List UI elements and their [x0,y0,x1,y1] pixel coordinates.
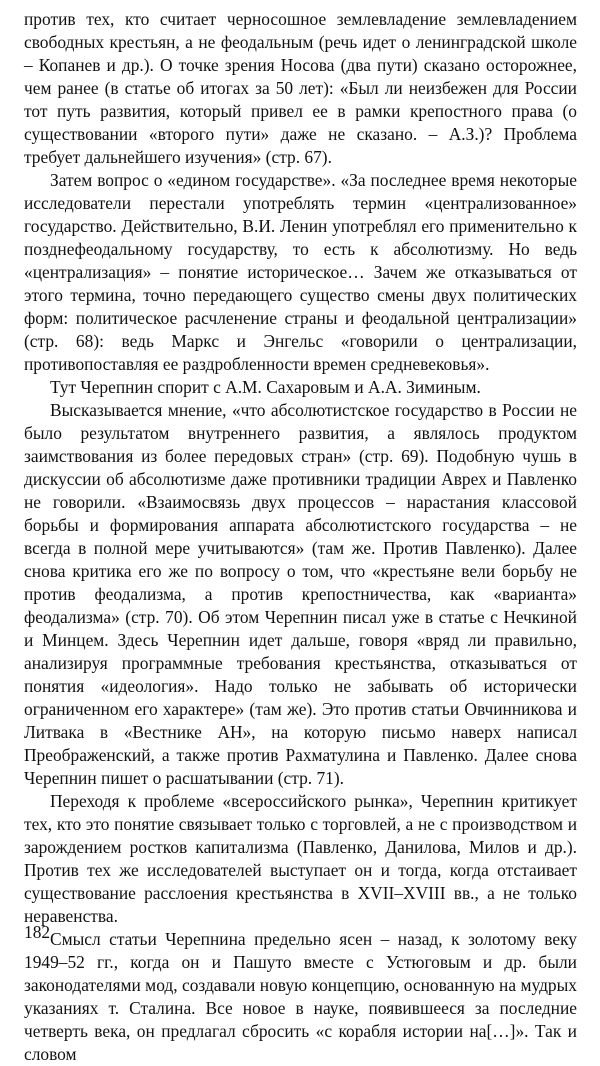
paragraph-3: Тут Черепнин спорит с А.М. Сахаровым и А.А. Зиминым. [50,377,481,397]
page-text [24,8,577,1066]
paragraph-5: Переходя к проблеме «всероссийского рынка», Черепнин критикует тех, кто это понятие связывает только с торговлей, а не с производством и зарождением ростков капитализма (Павленко, Данилова, Милов и др.). Против тех же исследователей выступает он и тогда, когда отстаивает существование расслоения крестьянства в XVII–XVIII вв., а не только неравенства. [24,791,577,926]
paragraph-2: Затем вопрос о «едином государстве». «За последнее время некоторые исследователи перестали употреблять термин «централизованное» государство. Действительно, В.И. Ленин употреблял его применительно к позднефеодальному государству, то есть к абсолютизму. Но ведь «централизация» – понятие историческое… Зачем же отказываться от этого термина, точно передающего существо смены двух политических форм: политическое расчленение страны и феодальной централизации» (стр. 68): ведь Маркс и Энгельс «говорили о централизации, противопоставляя ее раздробленности времен средневековья». [24,170,577,374]
paragraph-4: Высказывается мнение, «что абсолютистское государство в России не было результатом внутреннего развития, а являлось продуктом заимствования из более передовых стран» (стр. 69). Подобную чушь в дискуссии об абсолютизме даже противники традиции Аврех и Павленко не говорили. «Взаимосвязь двух процессов – нарастания классовой борьбы и формирования аппарата абсолютистского государства – не всегда в полной мере учитываются» (там же. Против Павленко). Далее снова критика его же по вопросу о том, что «крестьяне вели борьбу не против феодализма, а против крепостничества, как «варианта» феодализма» (стр. 70). Об этом Черепнин писал уже в статье с Нечкиной и Минцем. Здесь Черепнин идет дальше, говоря «вряд ли правильно, анализируя программные требования крестьянства, отказываться от понятия «идеология». Надо только не забывать об исторически ограниченном его характере» (там же). Это против статьи Овчинникова и Литвака в «Вестнике АН», на которую письмо наверх написал Преображенский, а также против Рахматулина и Павленко. Далее снова Черепнин пишет о расшатывании (стр. 71). [24,400,577,788]
paragraph-1: против тех, кто считает черносошное землевладение землевладением свободных крестьян, а не феодальным (речь идет о ленинградской школе – Копанев и др.). О точке зрения Носова (два пути) сказано осторожнее, чем ранее (в статье об итогах за 50 лет): «Был ли неизбежен для России тот путь развития, который привел ее в рамки крепостного права (о существовании «второго пути» даже не сказано. – А.З.)? Проблема требует дальнейшего изучения» (стр. 67). [24,9,577,167]
page-number: 182 [24,922,51,942]
paragraph-6: Смысл статьи Черепнина предельно ясен – назад, к золотому веку 1949–52 гг., когда он и Пашуто вместе с Устюговым и др. были законодателями мод, создавали новую концепцию, основанную на мудрых указаниях т. Сталина. Все новое в науке, появившееся за последние четверть века, он предлагал сбросить «с корабля истории на[…]». Так и словом [24,929,577,1064]
